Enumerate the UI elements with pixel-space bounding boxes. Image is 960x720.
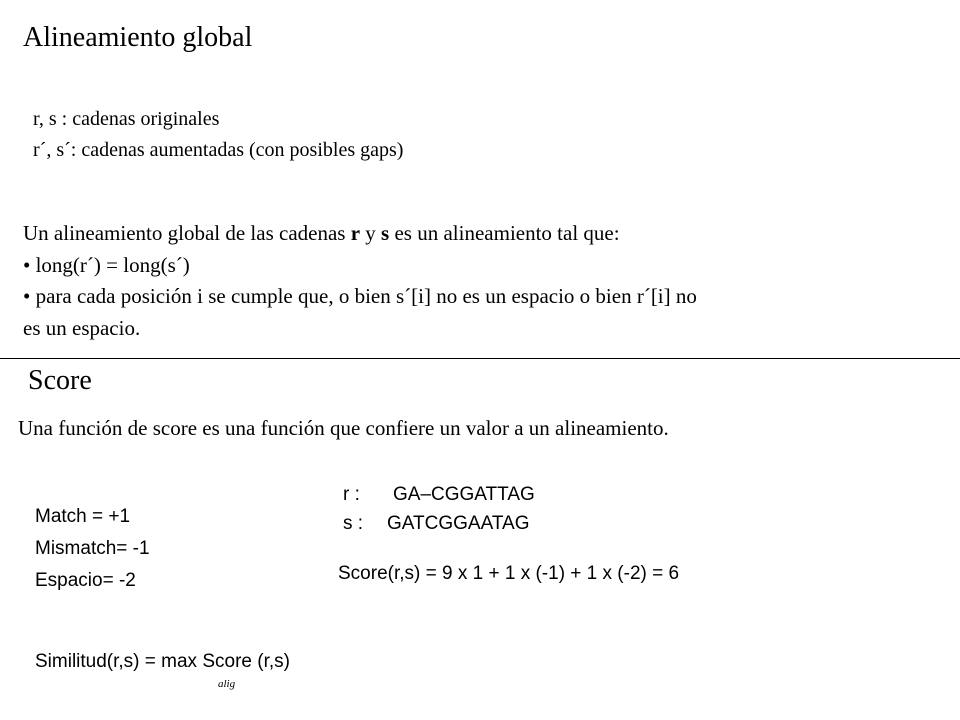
similitud-definition: Similitud(r,s) = max Score (r,s) xyxy=(35,651,290,672)
r-label: r : xyxy=(343,484,360,505)
s-label: s : xyxy=(343,513,364,534)
section-divider xyxy=(0,358,960,359)
bullet-position-condition: • para cada posición i se cumple que, o bien s´[i] no es un espacio o bien r´[i] no xyxy=(23,284,697,308)
definition-text-and: y xyxy=(360,221,382,245)
score-function-description: Una función de score es una función que confiere un valor a un alineamiento. xyxy=(18,416,669,440)
espacio-score: Espacio= -2 xyxy=(35,570,136,591)
bullet-length-condition: • long(r´) = long(s´) xyxy=(23,252,190,277)
section-title-score: Score xyxy=(28,365,92,396)
definition-original-strings: r, s : cadenas originales xyxy=(33,108,220,130)
score-calculation: Score(r,s) = 9 x 1 + 1 x (-1) + 1 x (-2) = 6 xyxy=(338,563,680,584)
bullet-position-condition-cont: es un espacio. xyxy=(23,315,141,340)
global-alignment-definition xyxy=(23,218,697,344)
definition-sentence xyxy=(23,218,697,250)
s-sequence: GATCGGAATAG xyxy=(387,513,530,534)
match-score: Match = +1 xyxy=(35,506,131,527)
mismatch-score: Mismatch= -1 xyxy=(35,538,150,559)
bold-s: s xyxy=(381,221,390,245)
bold-r: r xyxy=(350,221,361,245)
section-title-alineamiento: Alineamiento global xyxy=(23,22,253,53)
definition-text-end: es un alineamiento tal que: xyxy=(389,221,620,245)
definition-text-start: Un alineamiento global de las cadenas xyxy=(23,221,351,245)
r-sequence: GA–CGGATTAG xyxy=(393,484,535,505)
max-subscript-alig: alig xyxy=(218,678,236,690)
definition-augmented-strings: r´, s´: cadenas aumentadas (con posibles gaps) xyxy=(33,139,404,161)
